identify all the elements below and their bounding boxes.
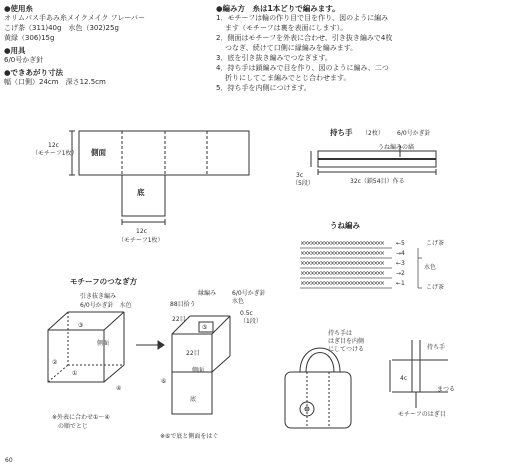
page-number: 60 <box>5 457 13 464</box>
attach-dim: 4c <box>400 375 408 382</box>
joining-r-rows: （1段） <box>240 318 262 325</box>
une-row: ××××××××××××××××××××××××× <box>300 260 384 267</box>
une-row-marker: ←1 <box>396 280 405 287</box>
materials-line2: こげ茶（311)40g 水色（302)25g <box>4 24 119 32</box>
bag-net-diagram <box>69 131 249 225</box>
une-row: ××××××××××××××××××××××××× <box>300 250 384 257</box>
attach-handle: 持ち手 <box>427 344 446 351</box>
method-step: ます（モチーフは裏を表面にします）。 <box>225 24 348 32</box>
une-row-marker: ←5 <box>396 240 405 247</box>
method-step: つなぎ、続けて口側に縁編みを編みます。 <box>225 44 358 52</box>
handle-diagram <box>311 145 436 175</box>
materials-line3: 黄緑（306)15g <box>4 34 55 42</box>
handle-left-dim: 3c <box>296 172 304 179</box>
une-row: ××××××××××××××××××××××××× <box>300 240 384 247</box>
joining-c1: 引き抜き編み <box>80 293 117 300</box>
joining-r-note: ※⑥で底と側面をはぐ <box>160 433 219 440</box>
une-color-top: こげ茶 <box>426 240 445 247</box>
une-row: ××××××××××××××××××××××××× <box>300 280 384 287</box>
tools-line1: 6/0号かぎ針 <box>4 56 44 64</box>
joining-r-88: 88目拾う <box>170 301 196 308</box>
joining-c2: 6/0号かぎ針 水色 <box>80 302 132 309</box>
joining-n1: ① <box>72 370 78 377</box>
size-heading: ●できあがり寸法 <box>4 68 64 77</box>
joining-n3: ③ <box>78 322 84 329</box>
joining-r-6: ⑥ <box>161 378 167 385</box>
materials-heading: ●使用糸 <box>4 4 34 13</box>
une-row-marker: →2 <box>396 270 405 277</box>
joining-r-edge: 縁編み <box>198 290 217 297</box>
handle-rib-label: うね編みの縞 <box>378 144 415 151</box>
bag-illustration <box>285 348 351 428</box>
net-width-dim: 12c <box>136 228 147 235</box>
handle-left-sub: （5段） <box>292 180 314 187</box>
size-line1: 幅（口側）24cm 深さ12.5cm <box>4 78 106 86</box>
net-side-label: 側面 <box>91 148 106 157</box>
net-height-dim: 12c <box>48 142 59 149</box>
une-color-bot: こげ茶 <box>426 284 445 291</box>
une-row-marker: →4 <box>396 250 405 257</box>
joining-note2: の順でとじ <box>58 423 89 430</box>
method-heading: ●編み方 糸は1本どりで編みます。 <box>216 4 340 13</box>
une-title: うね編み <box>330 221 360 230</box>
joining-r-hook: 6/0号かぎ針 <box>232 290 266 297</box>
handle-hook: 6/0号かぎ針 <box>397 130 431 137</box>
joining-r-color: 水色 <box>232 298 245 305</box>
joining-note1: ※外表に合わせ①～④ <box>52 414 110 421</box>
joining-r-22b: 22目 <box>186 350 200 357</box>
attach-stitch: まつる <box>437 386 456 393</box>
joining-n2: ② <box>52 359 58 366</box>
joining-cube-left <box>48 312 124 382</box>
joining-title: モチーフのつなぎ方 <box>70 277 138 286</box>
une-color-mid: 水色 <box>424 264 437 271</box>
arrow <box>136 341 164 349</box>
method-step: 折りにしてこま編みでとじ合わせます。 <box>225 74 351 82</box>
joining-n4: ④ <box>116 385 122 392</box>
net-bottom-label: 底 <box>137 188 145 197</box>
attach-c2: はぎ目を内側 <box>328 338 365 345</box>
method-step: 4．持ち手は鎖編みで目を作り、図のように編み、二つ <box>216 64 389 72</box>
attach-seam: モチーフのはぎ目 <box>398 411 446 418</box>
une-row: ××××××××××××××××××××××××× <box>300 270 384 277</box>
joining-box-right <box>172 316 230 414</box>
net-width-sub: （モチーフ1枚） <box>118 237 164 244</box>
handle-count: （2枚） <box>362 130 384 137</box>
method-step: 1．モチーフは輪の作り目で目を作り、図のように編み <box>216 14 389 22</box>
handle-title: 持ち手 <box>330 128 353 137</box>
joining-r-22a: 22目 <box>172 316 186 323</box>
une-row-marker: ←3 <box>396 260 405 267</box>
attach-c3: にしてつける <box>328 346 365 353</box>
joining-r-side: 側面 <box>192 367 205 374</box>
tools-heading: ●用具 <box>4 46 26 55</box>
joining-r-bottom: 底 <box>190 396 197 403</box>
method-step: 3．底を引き抜き編みでつなぎます。 <box>216 54 332 62</box>
net-height-sub: （モチーフ1枚） <box>32 150 78 157</box>
attach-c1: 持ち手は <box>328 330 353 337</box>
method-step: 5．持ち手を内側につけます。 <box>216 84 311 92</box>
joining-side: 側面 <box>97 340 110 347</box>
handle-bottom-dim: 32c（鎖54目）作る <box>350 178 405 185</box>
joining-r-05: 0.5c <box>240 310 253 317</box>
joining-r-5: ⑤ <box>202 324 208 331</box>
method-step: 2．側面はモチーフを外表に合わせ、引き抜き編みで4枚 <box>216 34 393 42</box>
materials-line1: オリムパス手あみ糸メイクメイク フレーバー <box>4 14 145 22</box>
